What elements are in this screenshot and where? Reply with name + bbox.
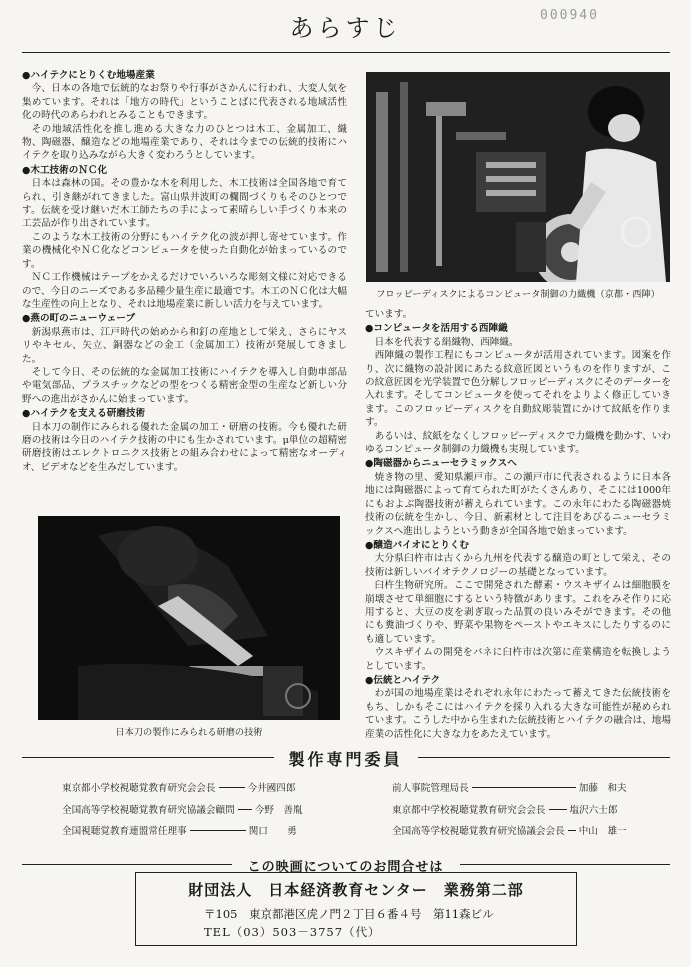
paragraph: 臼杵生物研究所。ここで開発された酵素・ウスキザイムは細胞膜を崩壊させて単細胞にするという特徴があります。これをみそ作りに応用すると、大豆の皮を剥ぎ取った品質の良いみそができます。その他にも糞油づくりや、野菜や果物をペーストやエキスにしたりするのにも適しています。 <box>365 580 671 645</box>
leader-line <box>219 787 245 788</box>
paragraph: このような木工技術の分野にもハイテク化の波が押し寄せています。作業の機械化やＮＣ化などコンピュータを使った自動化が始まっているのです。 <box>22 231 347 270</box>
paragraph: そして今日、その伝統的な金属加工技術にハイテクを導入し自動車部品や電気部品、プラスチックなどの型をつくる精密金型の生産など新しい分野への進出がさかんに始まっています。 <box>22 366 347 405</box>
member-name: 今野 善胤 <box>254 805 303 816</box>
leader-line <box>238 809 252 810</box>
paragraph: ＮＣ工作機械はテープをかえるだけでいろいろな彫刻文様に対応できるので、今日のニーズである多品種少量生産に最適です。木工のＮＣ化は大幅な生産性の向上となり、それは地場産業に新しい活力を与えています。 <box>22 272 347 310</box>
contact-telephone: TEL（03）503－3757（代） <box>204 925 381 939</box>
section-heading: ●ハイテクにとりくむ地場産業 <box>22 70 155 81</box>
section-heading: ●コンピュータを活用する西陣織 <box>365 323 508 335</box>
loom-photo-image <box>366 72 670 282</box>
committee-member-left-1 <box>62 780 295 794</box>
leader-line <box>190 830 246 831</box>
handwritten-stamp-number: 000940 <box>540 8 599 23</box>
paragraph: ウスキザイムの開発をバネに臼杵市は次第に産業構造を転換しようとしています。 <box>365 647 671 672</box>
paragraph: 大分県臼杵市は古くから九州を代表する醸造の町として栄え、その技術は新しいバイオテクノロジーの基礎となっています。 <box>365 553 671 578</box>
photo-sword-polishing <box>38 516 340 720</box>
committee-member-left-3 <box>62 823 297 837</box>
member-role: 前人事院管理局長 <box>392 783 469 794</box>
committee-member-left-2 <box>62 802 303 816</box>
right-column <box>365 308 671 741</box>
contact-box <box>135 872 577 946</box>
page-title: あらすじ <box>289 14 402 42</box>
photo-caption-sword: 日本刀の製作にみられる研磨の技術 <box>115 727 263 738</box>
member-role: 全国高等学校視聴覚教育研究協議会会長 <box>392 826 565 837</box>
paragraph: 日本刀の制作にみられる優れた金属の加工・研磨の技術。今も優れた研磨の技術は今日のハイテク技術の中にも生かされています。μ単位の超精密研磨技術はエレクトロニクス技術との組み合わせによって精密なオーディオ、ビデオなどを生みだしています。 <box>22 421 347 473</box>
paragraph: わが国の地場産業はそれぞれ永年にわたって蓄えてきた伝統技術をもち、しかもそこにはハイテクを採り入れる大きな可能性が秘められています。こうした中から生まれた伝統技術とハイテクの融合は、地場産業の活性化に大きな力をあたえています。 <box>365 688 671 740</box>
photo-caption-loom: フロッピーディスクによるコンピュータ制御の力織機（京都・西陣） <box>376 289 660 300</box>
contact-divider-right <box>460 864 670 865</box>
committee-member-right-1 <box>392 780 627 794</box>
committee-member-right-3 <box>392 823 627 837</box>
leader-line <box>568 830 576 831</box>
section-heading: ●燕の町のニューウェーブ <box>22 313 136 325</box>
paragraph: 焼き物の里、愛知県瀬戸市。この瀬戸市に代表されるように日本各地には陶磁器によって育てられた町がたくさんあり、そこには1000年にもおよぶ陶器技術が蓄えられています。この永年にわたる陶磁器焼技術の伝統を生かし、今日、新素材として注目をあびるニューセラミックスへ進出しようという動きが全国各地で始まっています。 <box>365 471 671 537</box>
paragraph: 新潟県燕市は、江戸時代の始めから和釘の産地として栄え、さらにヤスリやキセル、矢立、銅器などの金工（金属加工）技術が発展してきました。 <box>22 326 347 365</box>
paragraph: 今、日本の各地で伝統的なお祭りや行事がさかんに行われ、大変人気を集めています。それは「地方の時代」ということばに代表される地域活性化の時代のあらわれとみることもできます。 <box>22 83 347 122</box>
sword-photo-image <box>38 516 340 720</box>
paragraph: 西陣織の製作工程にもコンピュータが活用されています。図案を作り、次に織物の設計図にあたる紋意匠図というものを作りますが、この紋意匠図を光学装置で色分解しフロッピーディスクにそのデーターを入れます。そしてコンピュータを使ってそれをよりよく修正していきます。このフロッピーディスクを自動紋彫装置にかけて紋紙を作ります。 <box>365 350 671 429</box>
member-role: 東京都小学校視聴覚教育研究会会長 <box>62 783 216 794</box>
contact-heading: この映画についてのお問合せは <box>247 860 444 875</box>
paragraph: その地域活性化を推し進める大きな力のひとつは木工、金属加工、織物、陶磁器、醸造などの地場産業であり、それは今までの伝統的技術にハイテクを取り込みながら大きく変わろうとしています。 <box>22 123 347 162</box>
paragraph: ています。 <box>365 309 413 320</box>
section-heading: ●木工技術のＮＣ化 <box>22 164 108 176</box>
contact-address: 〒105 東京都港区虎ノ門２丁目６番４号 第11森ビル <box>204 907 494 921</box>
leader-line <box>549 809 567 810</box>
member-role: 全国高等学校視聴覚教育研究協議会顧問 <box>62 805 235 816</box>
leader-line <box>472 787 576 788</box>
contact-organization: 財団法人 日本経済教育センター 業務第二部 <box>188 881 524 899</box>
member-name: 中山 雄一 <box>578 826 627 837</box>
paragraph: 日本は森林の国。その豊かな木を利用した、木工技術は全国各地で育てられ、引き継がれてきました。富山県井波町の欄間づくりもそのひとつです。伝統を受け継いだ木工師たちの手によって素晴らしい手づくり本来の工芸品が作り出されています。 <box>22 178 347 230</box>
photo-loom-operator <box>366 72 670 282</box>
paragraph: 日本を代表する絹織物、西陣織。 <box>374 336 519 348</box>
title-divider <box>22 52 670 53</box>
member-role: 全国視聴覚教育連盟常任理事 <box>62 826 187 837</box>
member-name: 関口 勇 <box>248 826 297 837</box>
member-role: 東京都中学校視聴覚教育研究会会長 <box>392 805 546 816</box>
section-heading: ●伝統とハイテク <box>365 674 441 686</box>
committee-title: 製作専門委員 <box>288 750 403 769</box>
committee-divider-right <box>418 757 670 758</box>
member-name: 加藤 和夫 <box>578 783 627 794</box>
member-name: 塩沢六士郎 <box>569 805 618 816</box>
section-heading: ●醸造バイオにとりくむ <box>365 539 470 551</box>
section-heading: ●ハイテクを支える研磨技術 <box>22 408 146 420</box>
committee-member-right-2 <box>392 802 617 816</box>
section-heading: ●陶磁器からニューセラミックスへ <box>365 458 517 470</box>
member-name: 今井國四郎 <box>247 783 296 794</box>
paragraph: あるいは、紋紙をなくしフロッピーディスクで力織機を動かす、いわゆるコンピュータ制御の力織機も実現しています。 <box>365 430 671 456</box>
left-column <box>22 68 347 474</box>
